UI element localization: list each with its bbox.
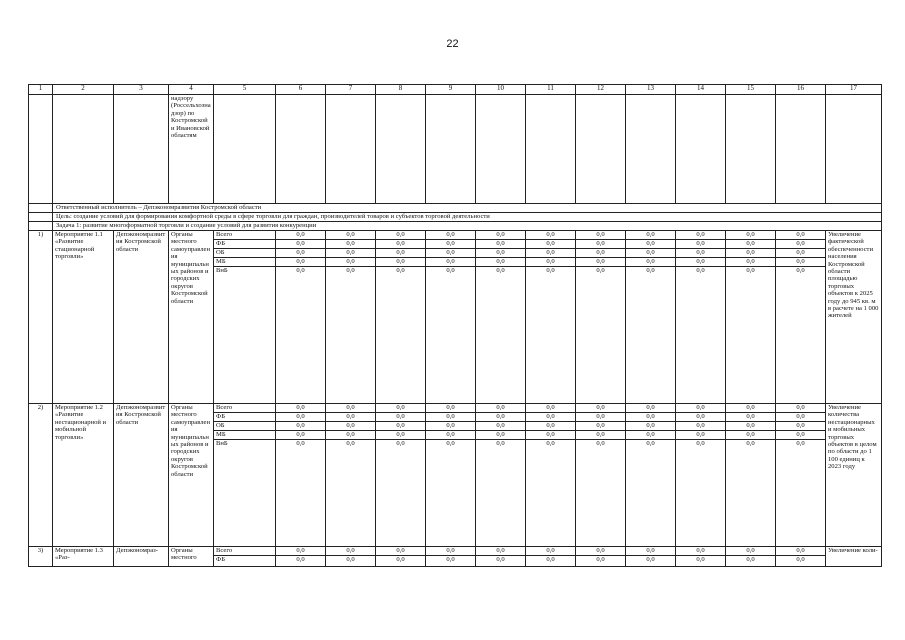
funding-value: 0,0	[426, 422, 476, 431]
column-number-14: 14	[676, 85, 726, 95]
column-number-10: 10	[476, 85, 526, 95]
responsible-executor: Ответственный исполнитель – Депэкономразвития Костромской области	[53, 204, 882, 213]
column-number-4: 4	[169, 85, 214, 95]
funding-row	[29, 547, 882, 556]
funding-value: 0,0	[526, 422, 576, 431]
funding-value: 0,0	[376, 249, 426, 258]
funding-value: 0,0	[526, 431, 576, 440]
funding-value: 0,0	[326, 249, 376, 258]
goal-row	[29, 213, 882, 222]
column-number-9: 9	[426, 85, 476, 95]
funding-value: 0,0	[576, 431, 626, 440]
column-number-15: 15	[726, 85, 776, 95]
funding-value: 0,0	[276, 249, 326, 258]
funding-value: 0,0	[626, 556, 676, 567]
funding-value: 0,0	[676, 240, 726, 249]
funding-value: 0,0	[776, 404, 826, 413]
funding-value: 0,0	[726, 431, 776, 440]
funding-source: ФБ	[214, 556, 276, 567]
funding-value: 0,0	[276, 240, 326, 249]
funding-value: 0,0	[476, 413, 526, 422]
funding-value: 0,0	[576, 404, 626, 413]
funding-value: 0,0	[776, 556, 826, 567]
funding-row	[29, 404, 882, 413]
funding-value: 0,0	[426, 249, 476, 258]
column-number-8: 8	[376, 85, 426, 95]
funding-value: 0,0	[626, 231, 676, 240]
funding-value: 0,0	[576, 231, 626, 240]
page-number: 22	[446, 38, 459, 50]
funding-value: 0,0	[576, 258, 626, 267]
column-number-16: 16	[776, 85, 826, 95]
funding-value: 0,0	[576, 547, 626, 556]
column-number-3: 3	[114, 85, 169, 95]
measure-participant: Органы местного	[169, 547, 214, 567]
funding-value: 0,0	[776, 422, 826, 431]
funding-value: 0,0	[476, 231, 526, 240]
funding-value: 0,0	[326, 267, 376, 404]
funding-value: 0,0	[376, 431, 426, 440]
funding-value: 0,0	[576, 440, 626, 547]
funding-value: 0,0	[276, 413, 326, 422]
task-row	[29, 222, 882, 231]
funding-value: 0,0	[376, 422, 426, 431]
funding-value: 0,0	[476, 404, 526, 413]
funding-value: 0,0	[476, 547, 526, 556]
column-number-13: 13	[626, 85, 676, 95]
funding-value: 0,0	[326, 240, 376, 249]
funding-source: Всего	[214, 404, 276, 413]
measure-participant: Органы местного самоуправления муниципальных районов и городских округов Костромской области	[169, 231, 214, 404]
funding-value: 0,0	[276, 440, 326, 547]
column-number-12: 12	[576, 85, 626, 95]
funding-source: МБ	[214, 258, 276, 267]
funding-source: ВнБ	[214, 440, 276, 547]
funding-value: 0,0	[726, 231, 776, 240]
funding-value: 0,0	[326, 413, 376, 422]
funding-value: 0,0	[276, 258, 326, 267]
funding-value: 0,0	[426, 440, 476, 547]
funding-value: 0,0	[426, 431, 476, 440]
funding-value: 0,0	[676, 547, 726, 556]
funding-value: 0,0	[626, 413, 676, 422]
funding-value: 0,0	[576, 556, 626, 567]
funding-value: 0,0	[476, 440, 526, 547]
responsible-row	[29, 204, 882, 213]
funding-value: 0,0	[376, 440, 426, 547]
funding-value: 0,0	[726, 258, 776, 267]
column-number-5: 5	[214, 85, 276, 95]
funding-value: 0,0	[526, 249, 576, 258]
funding-value: 0,0	[526, 440, 576, 547]
funding-value: 0,0	[626, 404, 676, 413]
funding-value: 0,0	[726, 413, 776, 422]
funding-value: 0,0	[626, 249, 676, 258]
expected-result: Увеличение коли-	[826, 547, 882, 567]
funding-value: 0,0	[326, 556, 376, 567]
funding-value: 0,0	[426, 240, 476, 249]
funding-value: 0,0	[326, 440, 376, 547]
funding-value: 0,0	[726, 556, 776, 567]
funding-value: 0,0	[376, 258, 426, 267]
funding-value: 0,0	[476, 556, 526, 567]
funding-value: 0,0	[726, 249, 776, 258]
funding-value: 0,0	[526, 240, 576, 249]
funding-value: 0,0	[676, 556, 726, 567]
funding-value: 0,0	[676, 249, 726, 258]
measure-name: Мероприятие 1.1 «Развитие стационарной торговли»	[53, 231, 114, 404]
funding-value: 0,0	[326, 404, 376, 413]
measure-executor: Депэкономраз-	[114, 547, 169, 567]
funding-value: 0,0	[276, 267, 326, 404]
measure-executor: Депэкономразвития Костромской области	[114, 404, 169, 547]
funding-value: 0,0	[276, 556, 326, 567]
funding-value: 0,0	[526, 547, 576, 556]
funding-value: 0,0	[676, 258, 726, 267]
funding-value: 0,0	[376, 404, 426, 413]
funding-value: 0,0	[426, 231, 476, 240]
funding-value: 0,0	[426, 556, 476, 567]
funding-value: 0,0	[726, 404, 776, 413]
funding-value: 0,0	[526, 231, 576, 240]
funding-value: 0,0	[726, 440, 776, 547]
funding-value: 0,0	[776, 440, 826, 547]
funding-value: 0,0	[676, 431, 726, 440]
funding-value: 0,0	[426, 413, 476, 422]
column-number-6: 6	[276, 85, 326, 95]
funding-value: 0,0	[726, 422, 776, 431]
column-number-1: 1	[29, 85, 53, 95]
column-number-17: 17	[826, 85, 882, 95]
funding-value: 0,0	[576, 413, 626, 422]
funding-value: 0,0	[776, 547, 826, 556]
funding-value: 0,0	[526, 413, 576, 422]
funding-value: 0,0	[276, 231, 326, 240]
funding-value: 0,0	[626, 240, 676, 249]
funding-value: 0,0	[626, 422, 676, 431]
funding-value: 0,0	[376, 267, 426, 404]
funding-value: 0,0	[776, 249, 826, 258]
funding-value: 0,0	[326, 231, 376, 240]
funding-value: 0,0	[326, 258, 376, 267]
funding-value: 0,0	[376, 556, 426, 567]
measure-number: 3)	[29, 547, 53, 567]
funding-source: ФБ	[214, 240, 276, 249]
funding-value: 0,0	[676, 404, 726, 413]
funding-value: 0,0	[676, 267, 726, 404]
funding-value: 0,0	[526, 258, 576, 267]
funding-value: 0,0	[326, 547, 376, 556]
column-number-2: 2	[53, 85, 114, 95]
funding-value: 0,0	[676, 422, 726, 431]
funding-value: 0,0	[426, 258, 476, 267]
funding-source: ФБ	[214, 413, 276, 422]
program-goal: Цель: создание условий для формирования комфортной среды в сфере торговли для граждан, производителей товаров и субъектов торговой деятельности	[53, 213, 882, 222]
funding-value: 0,0	[276, 431, 326, 440]
funding-value: 0,0	[376, 547, 426, 556]
funding-value: 0,0	[476, 422, 526, 431]
program-table	[28, 84, 882, 567]
funding-value: 0,0	[776, 267, 826, 404]
funding-source: Всего	[214, 231, 276, 240]
funding-value: 0,0	[576, 267, 626, 404]
funding-row	[29, 231, 882, 240]
funding-value: 0,0	[726, 267, 776, 404]
funding-value: 0,0	[476, 249, 526, 258]
funding-value: 0,0	[276, 547, 326, 556]
funding-value: 0,0	[376, 240, 426, 249]
program-task: Задача 1: развитие многоформатной торговли и создание условий для развития конкуренции	[53, 222, 882, 231]
funding-value: 0,0	[776, 231, 826, 240]
column-number-row	[29, 85, 882, 95]
funding-value: 0,0	[776, 413, 826, 422]
measure-executor: Депэкономразвития Костромской области	[114, 231, 169, 404]
funding-value: 0,0	[326, 422, 376, 431]
funding-value: 0,0	[526, 556, 576, 567]
column-number-7: 7	[326, 85, 376, 95]
funding-value: 0,0	[626, 547, 676, 556]
funding-value: 0,0	[476, 240, 526, 249]
measure-number: 1)	[29, 231, 53, 404]
column-number-11: 11	[526, 85, 576, 95]
funding-value: 0,0	[426, 404, 476, 413]
measure-name: Мероприятие 1.2 «Развитие нестационарной и мобильной торговли»	[53, 404, 114, 547]
measure-number: 2)	[29, 404, 53, 547]
funding-source: ОБ	[214, 249, 276, 258]
funding-value: 0,0	[626, 440, 676, 547]
funding-value: 0,0	[376, 231, 426, 240]
funding-value: 0,0	[626, 258, 676, 267]
funding-value: 0,0	[426, 267, 476, 404]
funding-source: Всего	[214, 547, 276, 556]
expected-result: Увеличение фактической обеспеченности населения Костромской области площадью торговых объектов к 2025 году до 945 кв. м в расчете на 1 000 жителей	[826, 231, 882, 404]
funding-value: 0,0	[526, 267, 576, 404]
participant-continuation: надзору (Россельхознадзор) по Костромской и Ивановской областям	[169, 95, 214, 204]
continuation-row	[29, 95, 882, 204]
funding-source: МБ	[214, 431, 276, 440]
funding-value: 0,0	[476, 431, 526, 440]
measure-participant: Органы местного самоуправления муниципальных районов и городских округов Костромской области	[169, 404, 214, 547]
funding-value: 0,0	[326, 431, 376, 440]
funding-value: 0,0	[526, 404, 576, 413]
funding-value: 0,0	[426, 547, 476, 556]
funding-value: 0,0	[776, 258, 826, 267]
expected-result: Увеличение количества нестационарных и мобильных торговых объектов в целом по области до 1 100 единиц к 2023 году	[826, 404, 882, 547]
funding-value: 0,0	[576, 249, 626, 258]
funding-value: 0,0	[726, 547, 776, 556]
funding-value: 0,0	[576, 240, 626, 249]
funding-value: 0,0	[476, 258, 526, 267]
funding-source: ВнБ	[214, 267, 276, 404]
funding-value: 0,0	[626, 267, 676, 404]
funding-value: 0,0	[276, 422, 326, 431]
funding-value: 0,0	[376, 413, 426, 422]
funding-value: 0,0	[476, 267, 526, 404]
funding-source: ОБ	[214, 422, 276, 431]
funding-value: 0,0	[676, 440, 726, 547]
funding-value: 0,0	[576, 422, 626, 431]
funding-value: 0,0	[726, 240, 776, 249]
funding-value: 0,0	[276, 404, 326, 413]
funding-value: 0,0	[776, 240, 826, 249]
funding-value: 0,0	[626, 431, 676, 440]
funding-value: 0,0	[776, 431, 826, 440]
funding-value: 0,0	[676, 231, 726, 240]
funding-value: 0,0	[676, 413, 726, 422]
measure-name: Мероприятие 1.3 «Раз-	[53, 547, 114, 567]
